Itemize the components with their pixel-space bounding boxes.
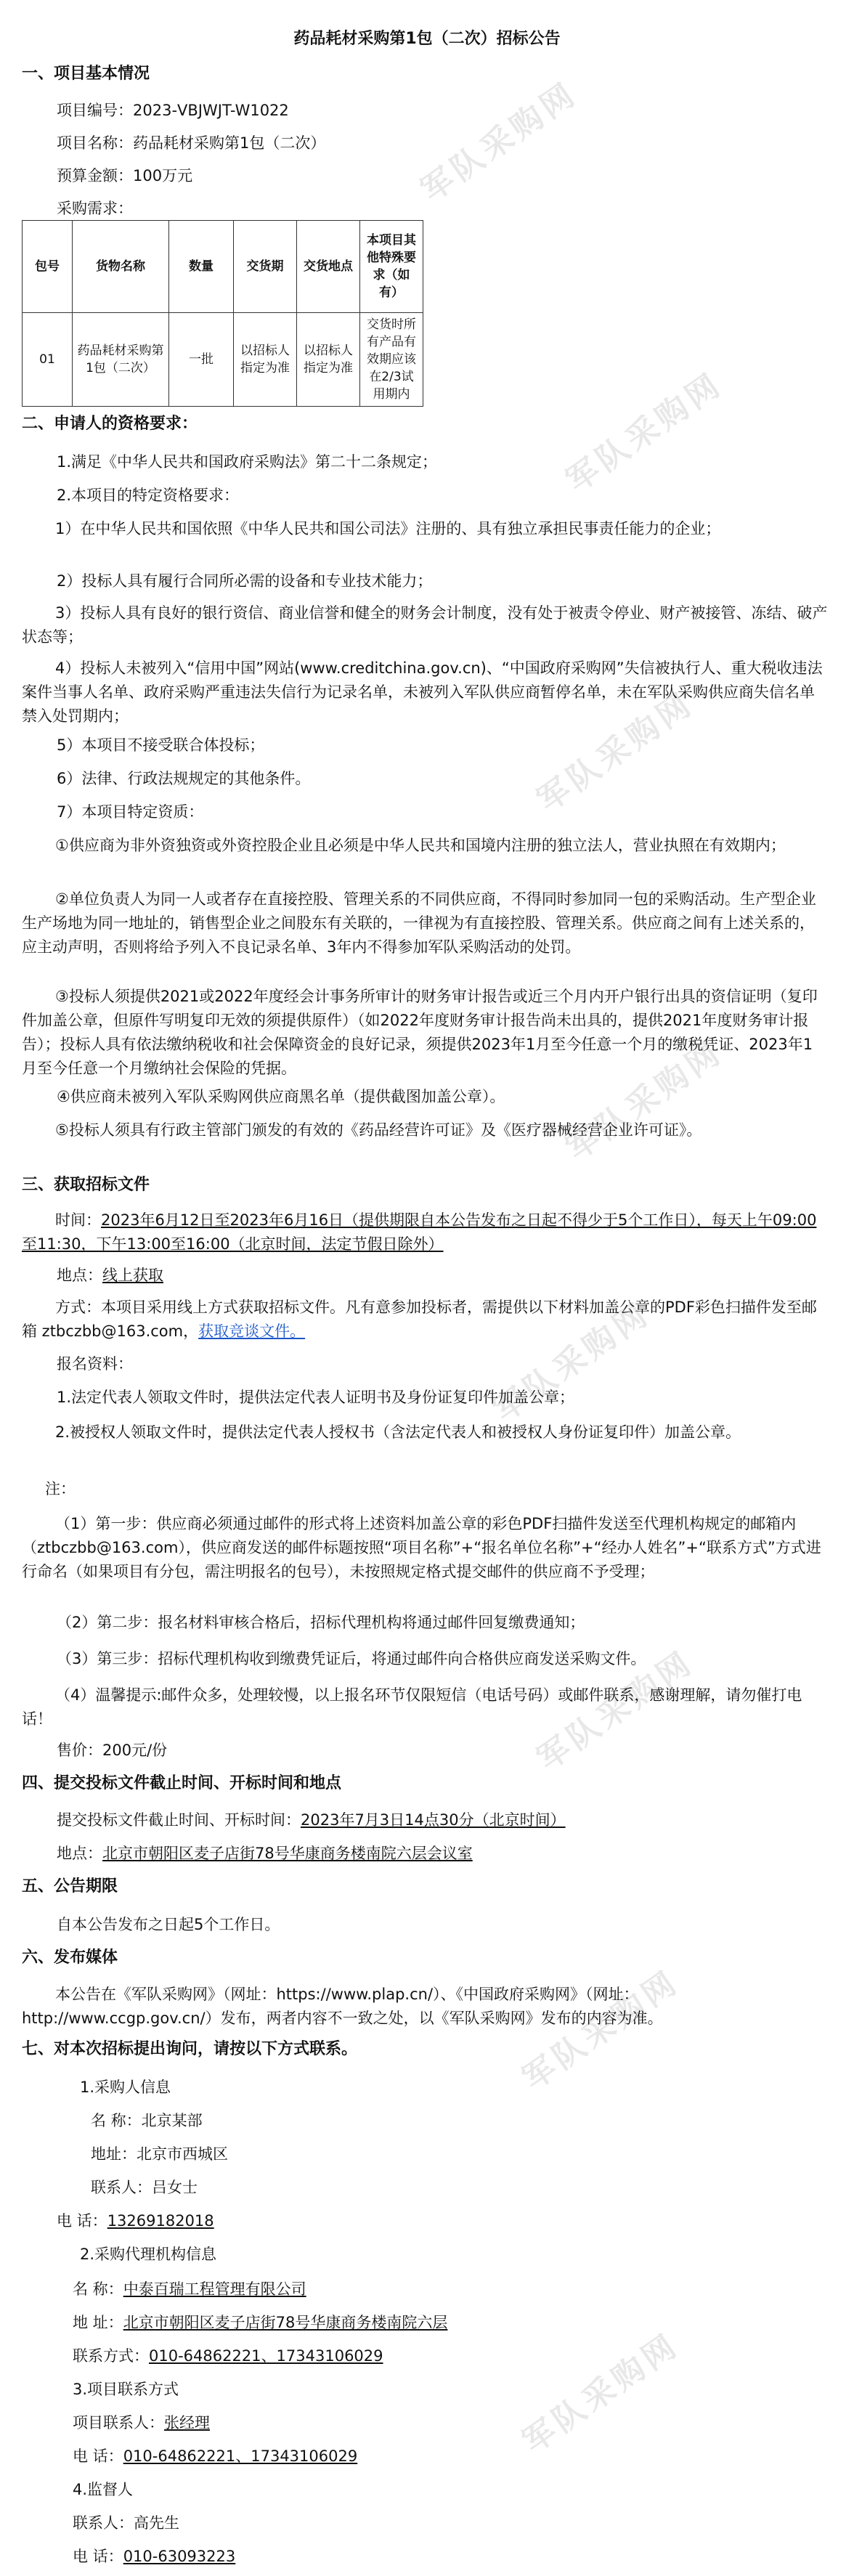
table-header: 货物名称	[73, 221, 169, 313]
document-method	[22, 1296, 828, 1344]
table-header: 数量	[169, 221, 234, 313]
project-contact	[73, 2411, 210, 2435]
project-phone-value: 010-64862221、17343106029	[123, 2447, 358, 2465]
requirement-item-4: 4）投标人未被列入“信用中国”网站(www.creditchina.gov.cn)、“中国政府采购网”失信被执行人、重大税收违法案件当事人名单、政府采购严重违法失信行为记录名单，未被列入军队供应商暂停名单，未在军队采购供应商失信名单禁入处罚期内；	[22, 659, 823, 725]
time-value: 2023年6月12日至2023年6月16日（提供期限自本公告发布之日起不得少于5个工作日），每天上午09:00至11:30，下午13:00至16:00（北京时间，法定节假日除外）	[22, 1211, 817, 1253]
method-text: 方式：本项目采用线上方式获取招标文件。凡有意参加投标者，需提供以下材料加盖公章的PDF彩色扫描件发至邮箱 ztbczbb@163.com，	[22, 1299, 817, 1340]
special-qualification-5: ⑤投标人须具有行政主管部门颁发的有效的《药品经营许可证》及《医疗器械经营企业许可证》。	[55, 1121, 702, 1139]
opening-place-value: 北京市朝阳区麦子店街78号华康商务楼南院六层会议室	[102, 1845, 473, 1862]
requirement-item-7: 7）本项目特定资质：	[57, 803, 204, 821]
deadline-label: 提交投标文件截止时间、开标时间：	[57, 1811, 301, 1829]
document-place	[57, 1264, 163, 1288]
watermark: 军队采购网	[516, 1963, 686, 2098]
document-time	[22, 1208, 828, 1256]
purchaser-name: 名 称：北京某部	[91, 2112, 203, 2129]
table-row	[23, 313, 423, 407]
agency-name-label: 名 称：	[73, 2280, 123, 2298]
note-label: 注：	[45, 1480, 76, 1498]
budget-amount: 预算金额：100万元	[57, 167, 193, 184]
agency-name-value: 中泰百瑞工程管理有限公司	[123, 2280, 306, 2298]
table-header: 本项目其他特殊要求（如有）	[360, 221, 423, 313]
docs-label: 报名资料：	[57, 1355, 133, 1373]
watermark: 军队采购网	[530, 1643, 701, 1779]
project-contact-label: 项目联系人：	[73, 2414, 164, 2431]
table-header-row	[23, 221, 423, 313]
project-contact-heading: 3.项目联系方式	[73, 2381, 179, 2398]
table-cell: 以招标人指定为准	[234, 313, 297, 407]
section-5-heading: 五、公告期限	[22, 1877, 118, 1896]
requirements-table	[22, 220, 423, 407]
step-2: （2）第二步：报名材料审核合格后，招标代理机构将通过邮件回复缴费通知；	[57, 1614, 585, 1631]
table-header: 交货期	[234, 221, 297, 313]
watermark: 军队采购网	[559, 365, 730, 500]
agency-contact	[73, 2344, 383, 2368]
section-1-heading: 一、项目基本情况	[22, 65, 150, 83]
purchaser-heading: 1.采购人信息	[80, 2079, 171, 2096]
page-title: 药品耗材采购第1包（二次）招标公告	[293, 30, 561, 48]
opening-place-label: 地点：	[57, 1845, 102, 1862]
deadline	[57, 1808, 566, 1832]
table-header: 包号	[23, 221, 73, 313]
project-phone	[73, 2445, 357, 2469]
section-4-heading: 四、提交投标文件截止时间、开标时间和地点	[22, 1774, 342, 1792]
step-4: （4）温馨提示:邮件众多，处理较慢，以上报名环节仅限短信（电话号码）或邮件联系，感谢理解，请勿催打电话！	[22, 1686, 802, 1728]
table-cell: 一批	[169, 313, 234, 407]
purchaser-address: 地址：北京市西城区	[91, 2145, 228, 2163]
deadline-value: 2023年7月3日14点30分（北京时间）	[301, 1811, 566, 1829]
special-qualification-1: ①供应商为非外资独资或外资控股企业且必须是中华人民共和国境内注册的独立法人，营业执照在有效期内；	[55, 837, 786, 854]
section-6-heading: 六、发布媒体	[22, 1949, 118, 1967]
phone-label: 电 话：	[57, 2212, 107, 2230]
requirement-item-1: 1）在中华人民共和国依照《中华人民共和国公司法》注册的、具有独立承担民事责任能力的企业；	[55, 520, 721, 537]
table-cell: 以招标人指定为准	[297, 313, 360, 407]
table-header: 交货地点	[297, 221, 360, 313]
watermark: 军队采购网	[559, 1033, 730, 1169]
qualification-1: 1.满足《中华人民共和国政府采购法》第二十二条规定；	[57, 453, 438, 471]
time-label: 时间：	[55, 1211, 101, 1229]
supervisor-heading: 4.监督人	[73, 2481, 134, 2498]
step-3: （3）第三步：招标代理机构收到缴费凭证后，将通过邮件向合格供应商发送采购文件。	[57, 1650, 646, 1667]
phone-value: 13269182018	[107, 2212, 214, 2230]
agency-address	[73, 2311, 447, 2335]
agency-contact-value: 010-64862221、17343106029	[149, 2347, 383, 2365]
table-cell: 交货时所有产品有效期应该在2/3试用期内	[360, 313, 423, 407]
project-number: 项目编号：2023-VBJWJT-W1022	[57, 102, 289, 119]
supervisor-phone-label: 电 话：	[73, 2548, 123, 2565]
special-qualification-2: ②单位负责人为同一人或者存在直接控股、管理关系的不同供应商，不得同时参加同一包的采购活动。生产型企业生产场地为同一地址的，销售型企业之间股东有关联的，一律视为有直接控股、管理关系。供应商之间有上述关系的，应主动声明，否则将给予列入不良记录名单、3年内不得参加军队采购活动的处罚。	[22, 890, 816, 956]
requirement-label: 采购需求：	[57, 200, 133, 217]
purchaser-phone	[57, 2209, 214, 2233]
notice-period: 自本公告发布之日起5个工作日。	[57, 1916, 280, 1933]
watermark: 军队采购网	[414, 75, 585, 210]
section-7-heading: 七、对本次招标提出询问，请按以下方式联系。	[22, 2040, 358, 2058]
table-cell: 药品耗材采购第1包（二次）	[73, 313, 169, 407]
requirement-item-6: 6）法律、行政法规规定的其他条件。	[57, 770, 311, 787]
watermark: 军队采购网	[530, 685, 701, 820]
watermark: 军队采购网	[487, 1295, 657, 1430]
place-value: 线上获取	[102, 1267, 163, 1284]
docs-item-2: 2.被授权人领取文件时，提供法定代表人授权书（含法定代表人和被授权人身份证复印件）加盖公章。	[55, 1423, 741, 1441]
agency-address-label: 地 址：	[73, 2314, 123, 2331]
watermark: 军队采购网	[516, 2326, 686, 2461]
section-2-heading: 二、申请人的资格要求：	[22, 415, 198, 433]
price: 售价：200元/份	[57, 1742, 168, 1759]
section-3-heading: 三、获取招标文件	[22, 1176, 150, 1194]
opening-place	[57, 1842, 473, 1866]
supervisor-phone	[73, 2545, 235, 2569]
project-contact-value: 张经理	[164, 2414, 210, 2431]
publication-media: 本公告在《军队采购网》（网址：https://www.plap.cn/）、《中国政府采购网》（网址：http://www.ccgp.gov.cn/）发布，两者内容不一致之处，以《军队采购网》发布的内容为准。	[22, 1986, 663, 2027]
agency-address-value: 北京市朝阳区麦子店街78号华康商务楼南院六层	[123, 2314, 448, 2331]
special-qualification-3: ③投标人须提供2021或2022年度经会计事务所审计的财务审计报告或近三个月内开户银行出具的资信证明（复印件加盖公章，但原件写明复印无效的须提供原件）（如2022年度财务审计报告尚未出具的，提供2021年度财务审计报告）；投标人具有依法缴纳税收和社会保障资金的良好记录，须提供2023年1月至今任意一个月的缴税凭证、2023年1月至今任意一个月缴纳社会保险的凭据。	[22, 988, 818, 1077]
requirement-item-3: 3）投标人具有良好的银行资信、商业信誉和健全的财务会计制度，没有处于被责令停业、财产被接管、冻结、破产状态等；	[22, 604, 828, 646]
step-1: （1）第一步：供应商必须通过邮件的形式将上述资料加盖公章的彩色PDF扫描件发送至代理机构规定的邮箱内（ztbczbb@163.com），供应商发送的邮件标题按照“项目名称”+“报名单位名称”+“经办人姓名”+“联系方式”方式进行命名（如果项目有分包，需注明报名的包号），未按照规定格式提交邮件的供应商不予受理；	[22, 1515, 821, 1580]
purchaser-contact: 联系人：吕女士	[91, 2179, 198, 2196]
get-documents-link[interactable]: 获取竞谈文件。	[198, 1322, 306, 1340]
requirement-item-2: 2）投标人具有履行合同所必需的设备和专业技术能力；	[57, 572, 433, 590]
supervisor-contact: 联系人：高先生	[73, 2514, 179, 2532]
supervisor-phone-value: 010-63093223	[123, 2548, 236, 2565]
project-phone-label: 电 话：	[73, 2447, 123, 2465]
agency-heading: 2.采购代理机构信息	[80, 2246, 217, 2263]
project-name: 项目名称：药品耗材采购第1包（二次）	[57, 134, 326, 152]
docs-item-1: 1.法定代表人领取文件时，提供法定代表人证明书及身份证复印件加盖公章；	[57, 1389, 575, 1406]
agency-contact-label: 联系方式：	[73, 2347, 149, 2365]
place-label: 地点：	[57, 1267, 102, 1284]
agency-name	[73, 2278, 306, 2301]
table-cell: 01	[23, 313, 73, 407]
special-qualification-4: ④供应商未被列入军队采购网供应商黑名单（提供截图加盖公章）。	[57, 1088, 505, 1105]
requirement-item-5: 5）本项目不接受联合体投标；	[57, 736, 265, 754]
qualification-2: 2.本项目的特定资格要求：	[57, 487, 240, 504]
